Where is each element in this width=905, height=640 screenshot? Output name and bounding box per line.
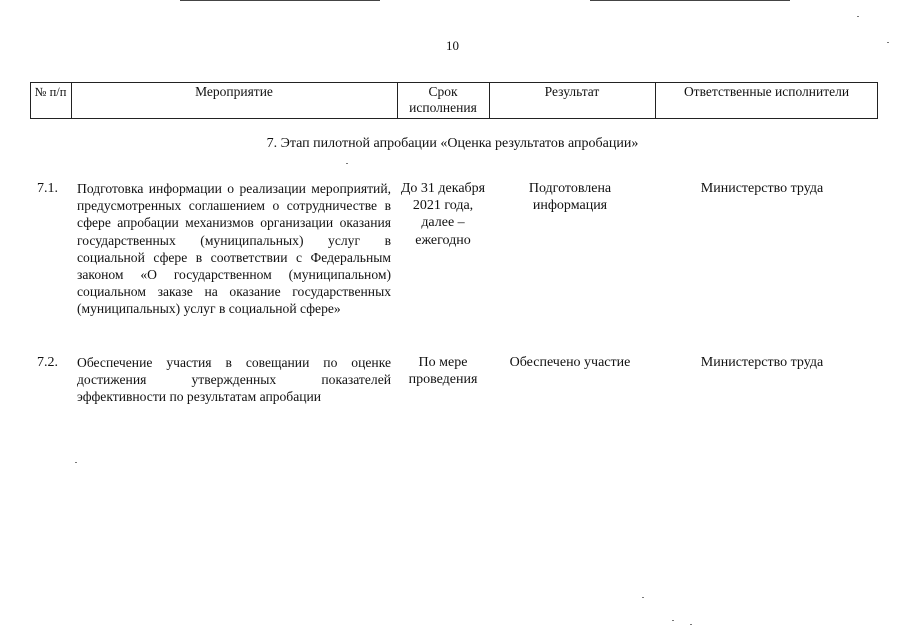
page-number: 10 (446, 38, 459, 53)
scan-edge-rule (180, 0, 380, 1)
scan-speck (887, 42, 889, 43)
table-header (30, 82, 878, 119)
scan-speck (857, 16, 859, 17)
scan-speck (672, 620, 674, 621)
header-cell-result: Результат (544, 84, 600, 99)
row-responsible: Министерство труда (700, 355, 824, 370)
scan-edge-rule (590, 0, 790, 1)
header-cell-responsible: Ответственные исполнители (683, 84, 850, 99)
row-result: Подготовлена информация (528, 181, 612, 214)
column-divider (877, 83, 878, 118)
row-result: Обеспечено участие (509, 355, 631, 370)
column-divider (397, 83, 398, 118)
row-event: Подготовка информации о реализации мероприятий, предусмотренных соглашением о сотрудничестве в сфере апробации механизмов организации оказания государственных (муниципальных) услуг в социальной сфере в соответствии с Федеральным законом «О государственном (муниципальном) социальном заказе на оказание государственных (муниципальных) услуг в социальной сфере» (77, 181, 391, 317)
row-event: Обеспечение участия в совещании по оценке достижения утвержденных показателей эффективности по результатам апробации (77, 355, 391, 405)
scan-speck (690, 624, 692, 625)
row-term: По мере проведения (408, 355, 478, 388)
row-number: 7.2. (37, 355, 58, 370)
scan-speck (346, 163, 348, 164)
scan-speck (75, 462, 77, 463)
header-cell-number: № п/п (34, 85, 67, 99)
row-number: 7.1. (37, 181, 58, 196)
header-cell-event: Мероприятие (195, 84, 273, 99)
header-cell-term: Срок исполнения (409, 84, 477, 115)
scan-speck (642, 597, 644, 598)
row-responsible: Министерство труда (700, 181, 824, 196)
row-term: До 31 декабря 2021 года, далее – ежегодно (400, 181, 486, 248)
section-title: 7. Этап пилотной апробации «Оценка результатов апробации» (266, 136, 639, 151)
